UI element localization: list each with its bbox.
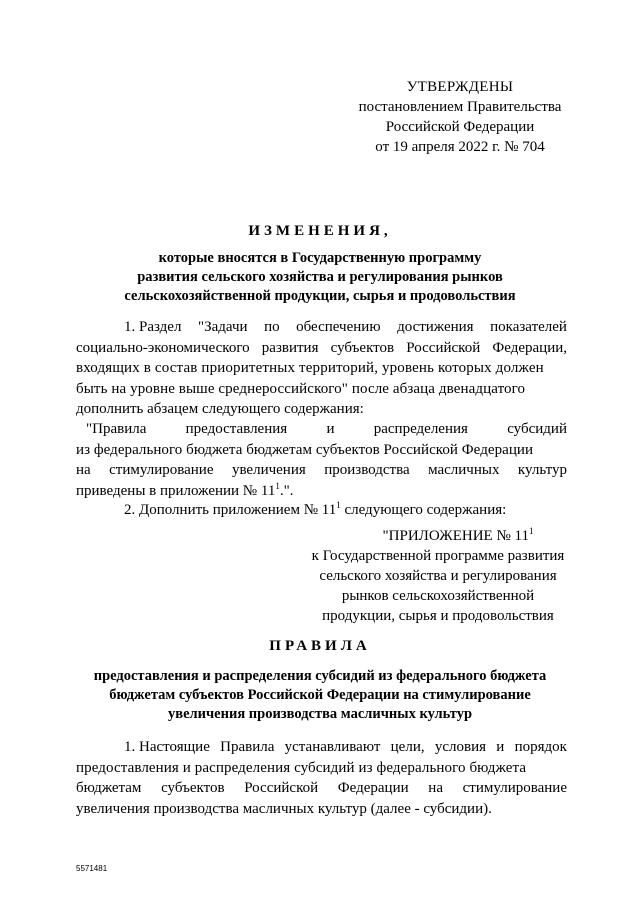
word: устанавливают	[284, 739, 381, 755]
word: и	[326, 421, 335, 437]
item-2-text: 2. Дополнить приложением № 11	[124, 502, 337, 518]
word: субсидий	[507, 421, 567, 437]
word: стимулирование	[109, 462, 214, 478]
word: развития	[261, 339, 319, 356]
word: достижения	[397, 319, 474, 335]
word: условия	[434, 739, 487, 755]
appendix-line: продукции, сырья и продовольствия	[322, 608, 554, 624]
item-1-line	[76, 317, 567, 338]
word: субъектов	[330, 339, 395, 356]
word: Российской	[244, 780, 319, 796]
word: производства	[324, 462, 410, 478]
quote-last-end: .".	[279, 482, 294, 499]
approved-line-3: от 19 апреля 2022 г. № 704	[375, 139, 545, 155]
word: на	[428, 780, 443, 796]
word: Российской	[406, 339, 481, 356]
changes-title: ИЗМЕНЕНИЯ,	[248, 223, 392, 239]
item-1-line	[76, 338, 567, 359]
approved-line-2: Российской Федерации	[385, 119, 535, 135]
word: увеличения	[231, 462, 306, 478]
word: 1. Настоящие	[124, 739, 210, 755]
word: Федерации	[337, 780, 409, 796]
item-1-paragraph	[76, 317, 567, 420]
item-1-last-line: дополнить абзацем следующего содержания:	[76, 401, 364, 417]
word: по	[264, 319, 280, 335]
word: Правила	[220, 739, 275, 755]
word: Федерации,	[492, 339, 567, 356]
quote-line	[76, 460, 567, 481]
rule-1-line	[76, 737, 567, 758]
approved-heading: УТВЕРЖДЕНЫ	[406, 79, 514, 95]
rule-1-line: предоставления и распределения субсидий из федерального бюджета	[76, 759, 527, 776]
word: "Задачи	[197, 319, 248, 335]
word: социально-экономического	[76, 339, 250, 356]
word: субъектов	[161, 780, 225, 796]
quote-paragraph	[76, 419, 567, 501]
rules-subtitle-line: бюджетам субъектов Российской Федерации на стимулирование	[109, 687, 531, 703]
changes-subtitle-line: развития сельского хозяйства и регулирования рынков	[137, 269, 503, 285]
superscript: 1	[336, 500, 341, 510]
superscript: 1	[275, 480, 280, 491]
approved-line-1: постановлением Правительства	[358, 99, 562, 115]
word: показателей	[490, 319, 567, 335]
approval-block	[330, 77, 590, 157]
word: масличных	[428, 462, 500, 478]
word: культур	[517, 462, 567, 478]
word: бюджетам	[76, 780, 142, 796]
rule-1-paragraph	[76, 737, 567, 819]
quote-last-line	[76, 481, 567, 502]
quote-line: из федерального бюджета бюджетам субъектов Российской Федерации	[76, 441, 534, 458]
word: "Правила	[86, 421, 147, 437]
word: порядок	[514, 739, 567, 755]
item-2-paragraph	[76, 500, 567, 521]
word: на	[76, 462, 91, 478]
quote-line	[76, 419, 567, 440]
appendix-block	[300, 526, 576, 626]
rule-1-last-line: увеличения производства масличных культур (далее - субсидии).	[76, 800, 492, 817]
rules-subtitle	[70, 667, 570, 724]
changes-subtitle	[70, 249, 570, 306]
item-1-line: быть на уровне выше среднероссийского" после абзаца двенадцатого	[76, 380, 526, 397]
item-2-line	[76, 500, 567, 521]
rules-title: ПРАВИЛА	[269, 638, 371, 654]
changes-subtitle-line: которые вносятся в Государственную программу	[158, 250, 482, 266]
word: цели,	[390, 739, 425, 755]
item-1-line: входящих в состав приоритетных территорий, уровень которых должен	[76, 360, 544, 376]
appendix-line: к Государственной программе развития	[311, 548, 565, 564]
superscript: 1	[528, 526, 534, 536]
word: предоставления	[185, 421, 288, 437]
rule-1-line	[76, 778, 567, 799]
appendix-line: рынков сельскохозяйственной	[341, 588, 535, 604]
word: распределения	[373, 421, 468, 437]
appendix-heading-text: "ПРИЛОЖЕНИЕ № 11	[382, 528, 529, 544]
appendix-line: сельского хозяйства и регулирования	[319, 568, 557, 584]
rules-subtitle-line: увеличения производства масличных культур	[167, 706, 473, 722]
word: и	[496, 739, 505, 755]
item-2-end: следующего содержания:	[340, 502, 507, 518]
quote-last-text: приведены в приложении № 11	[76, 482, 276, 499]
rules-subtitle-line: предоставления и распределения субсидий из федерального бюджета	[93, 668, 547, 684]
appendix-heading	[300, 526, 576, 546]
changes-subtitle-line: сельскохозяйственной продукции, сырья и продовольствия	[124, 288, 516, 304]
word: обеспечению	[296, 319, 381, 335]
word: стимулирование	[462, 780, 567, 796]
word: 1. Раздел	[124, 319, 182, 335]
document-number: 5571481	[76, 864, 108, 873]
